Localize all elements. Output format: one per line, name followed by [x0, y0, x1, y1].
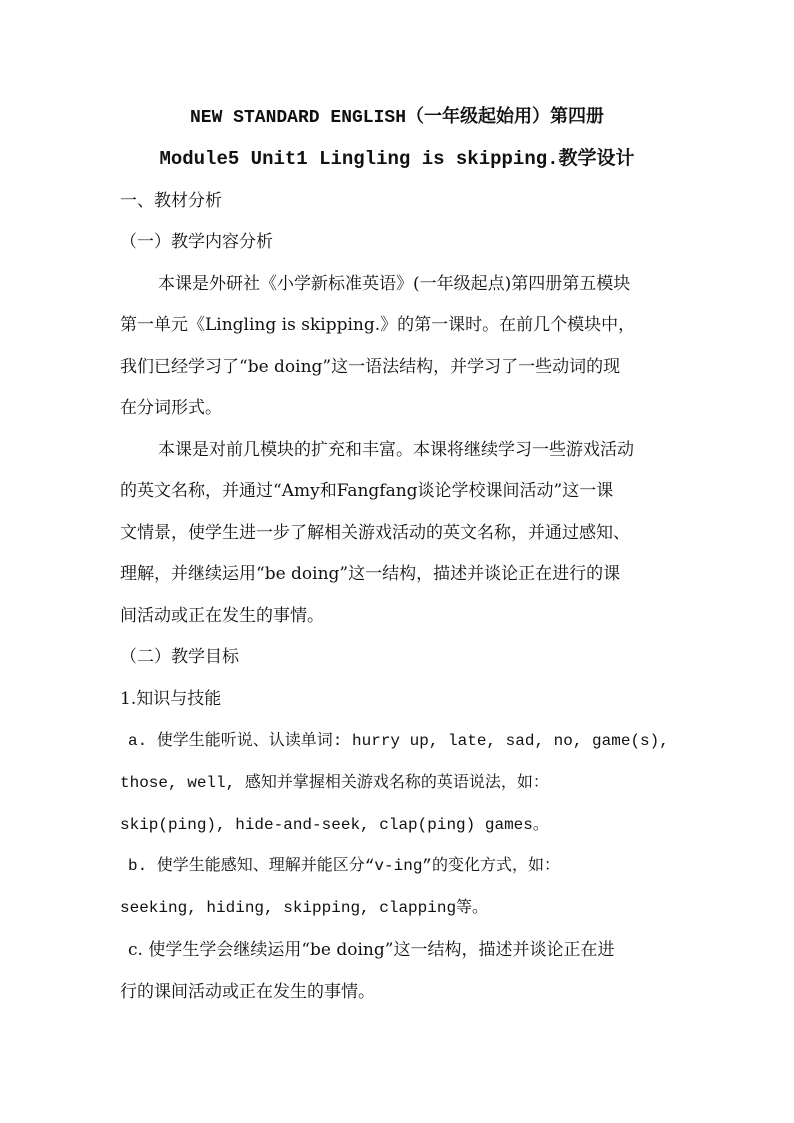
subsection-heading: （一）教学内容分析 — [120, 232, 273, 252]
document-title-line1: NEW STANDARD ENGLISH（一年级起始用）第四册 — [189, 108, 605, 128]
paragraph-line: 的英文名称，并通过“Amy和Fangfang谈论学校课间活动”这一课 — [120, 481, 614, 501]
document-title-line2: Module5 Unit1 Lingling is skipping.教学设计 — [159, 148, 635, 170]
paragraph-line: 理解，并继续运用“be doing”这一结构，描述并谈论正在进行的课 — [120, 564, 621, 584]
paragraph-line: 间活动或正在发生的事情。 — [120, 606, 324, 626]
paragraph-line: 第一单元《Lingling is skipping.》的第一课时。在前几个模块中， — [120, 315, 636, 335]
paragraph-line: 文情景，使学生进一步了解相关游戏活动的英文名称，并通过感知、 — [120, 523, 630, 543]
list-item-line: seeking, hiding, skipping, clapping等。 — [120, 899, 489, 917]
section-heading: 一、教材分析 — [120, 191, 222, 211]
paragraph-line: 我们已经学习了“be doing”这一语法结构，并学习了一些动词的现 — [120, 357, 621, 377]
list-item-line: a. 使学生能听说、认读单词: hurry up, late, sad, no, game(s), — [128, 732, 669, 750]
paragraph-line: 本课是对前几模块的扩充和丰富。本课将继续学习一些游戏活动 — [158, 440, 634, 460]
paragraph-line: 本课是外研社《小学新标准英语》(一年级起点)第四册第五模块 — [158, 274, 631, 294]
list-item-line: skip(ping), hide-and-seek, clap(ping) games。 — [120, 816, 549, 834]
list-item-line: those, well, 感知并掌握相关游戏名称的英语说法，如： — [120, 774, 549, 792]
paragraph-line: 在分词形式。 — [120, 398, 222, 418]
list-item-line: b. 使学生能感知、理解并能区分“v-ing”的变化方式，如： — [128, 857, 561, 875]
goal-heading: 1.知识与技能 — [120, 689, 222, 709]
list-item-line: c. 使学生学会继续运用“be doing”这一结构，描述并谈论正在进 — [128, 940, 615, 960]
subsection-heading: （二）教学目标 — [120, 647, 239, 667]
list-item-line: 行的课间活动或正在发生的事情。 — [120, 982, 375, 1002]
